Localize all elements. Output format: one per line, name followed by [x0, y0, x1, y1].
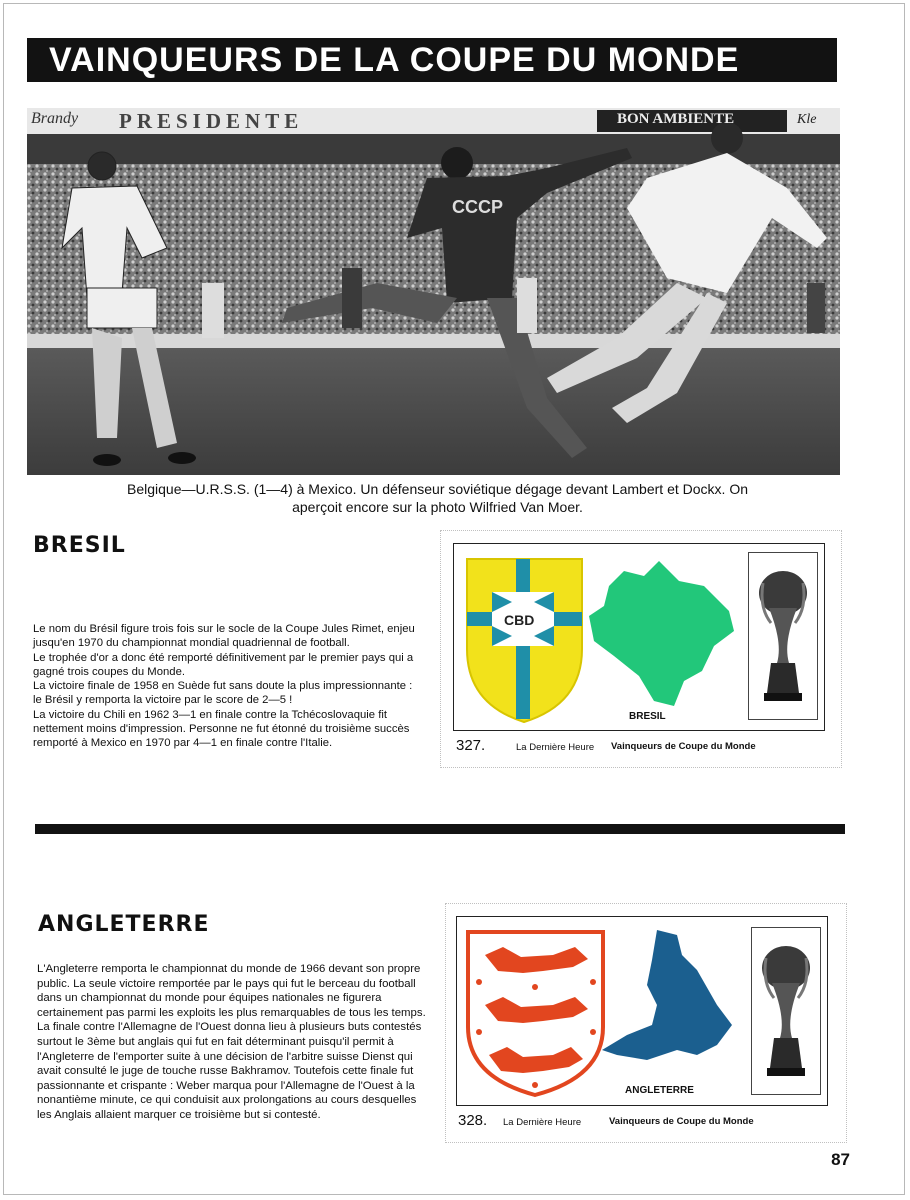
trophy-frame: [751, 927, 821, 1095]
angleterre-card-series: Vainqueurs de Coupe du Monde: [609, 1116, 754, 1127]
photo-caption-line1: Belgique—U.R.S.S. (1—4) à Mexico. Un défenseur soviétique dégage devant Lambert et Dockx. On: [127, 481, 748, 497]
bresil-paragraph: Le trophée d'or a donc été remporté définitivement par le premier pays qui a gagné trois coupes du Monde.: [33, 651, 414, 678]
banner-left: PRESIDENTE: [119, 109, 304, 133]
brazil-map-icon: [584, 556, 739, 716]
page-title: VAINQUEURS DE LA COUPE DU MONDE: [27, 38, 837, 82]
bresil-sticker-frame: [453, 543, 825, 731]
trophy-frame: [748, 552, 818, 720]
photo-caption: [30, 480, 845, 516]
section-divider: [35, 824, 845, 834]
angleterre-card-country: ANGLETERRE: [625, 1085, 694, 1096]
jersey-text: CCCP: [452, 197, 504, 217]
england-map-icon: [597, 925, 747, 1075]
cbd-shield-icon: [462, 554, 587, 724]
page-number: 87: [831, 1150, 850, 1169]
angleterre-text: L'Angleterre remporta le championnat du monde de 1966 devant son propre public. La seule victoire remportée par le pays qui fut le berceau du football dans un championnat du monde pour équipes nationales ne figurera certainement pas parmi les exploits les plus remarquables de tous les temps. La finale contre l'Allemagne de l'Ouest donna lieu à plusieurs buts contestés surtout le 3ème but anglais qui fut en fait déterminant puisqu'il permit à l'Angleterre de l'emporter suite à une décision de l'arbitre suisse Dienst qui avait consulté le juge de touche russe Bakhramov. Toutefois cette finale fut passionnante et crispante : Weber marqua pour l'Allemagne de l'Ouest à la nonantième minute, ce qui conduisit aux prolongations au cours desquelles les Anglais allaient marquer ce troisième but si contesté.: [37, 963, 426, 1121]
bresil-paragraph: La victoire du Chili en 1962 3—1 en finale contre la Tchécoslovaquie fit nettement moins d'impression. Personne ne fut étonné du troisième succès remporté à Mexico en 1970 par 4—1 en finale contre l'Italie.: [33, 708, 410, 750]
bresil-card-source: La Dernière Heure: [516, 742, 595, 753]
match-photo: [27, 108, 840, 475]
banner-left-script: Brandy: [31, 110, 79, 127]
banner-right-extra: Kle: [797, 112, 817, 127]
match-photo-illustration: [27, 108, 840, 475]
angleterre-title: ANGLETERRE: [38, 912, 210, 937]
england-three-lions-shield-icon: [463, 927, 608, 1099]
bresil-card-series: Vainqueurs de Coupe du Monde: [611, 741, 756, 752]
angleterre-card-number: 328.: [458, 1112, 488, 1129]
angleterre-sticker-card: [445, 903, 847, 1143]
banner-right: BON AMBIENTE: [617, 111, 735, 127]
angleterre-card-source: La Dernière Heure: [503, 1117, 582, 1128]
world-cup-trophy-icon: [749, 553, 817, 719]
cbd-emblem-text: CBD: [504, 612, 535, 628]
bresil-title: BRESIL: [33, 533, 126, 558]
bresil-card-country: BRESIL: [629, 711, 666, 722]
bresil-paragraph: Le nom du Brésil figure trois fois sur le socle de la Coupe Jules Rimet, enjeu jusqu'en 1970 du championnat mondial quadriennal de football.: [33, 623, 415, 650]
angleterre-sticker-frame: [456, 916, 828, 1106]
bresil-text: [33, 622, 423, 751]
photo-caption-line2: aperçoit encore sur la photo Wilfried Van Moer.: [292, 499, 583, 515]
bresil-paragraph: La victoire finale de 1958 en Suède fut sans doute la plus impressionnante : le Brésil y remporta la victoire par le score de 2—5 !: [33, 680, 413, 707]
world-cup-trophy-icon: [752, 928, 820, 1094]
bresil-card-number: 327.: [456, 737, 486, 754]
bresil-sticker-card: [440, 530, 842, 768]
